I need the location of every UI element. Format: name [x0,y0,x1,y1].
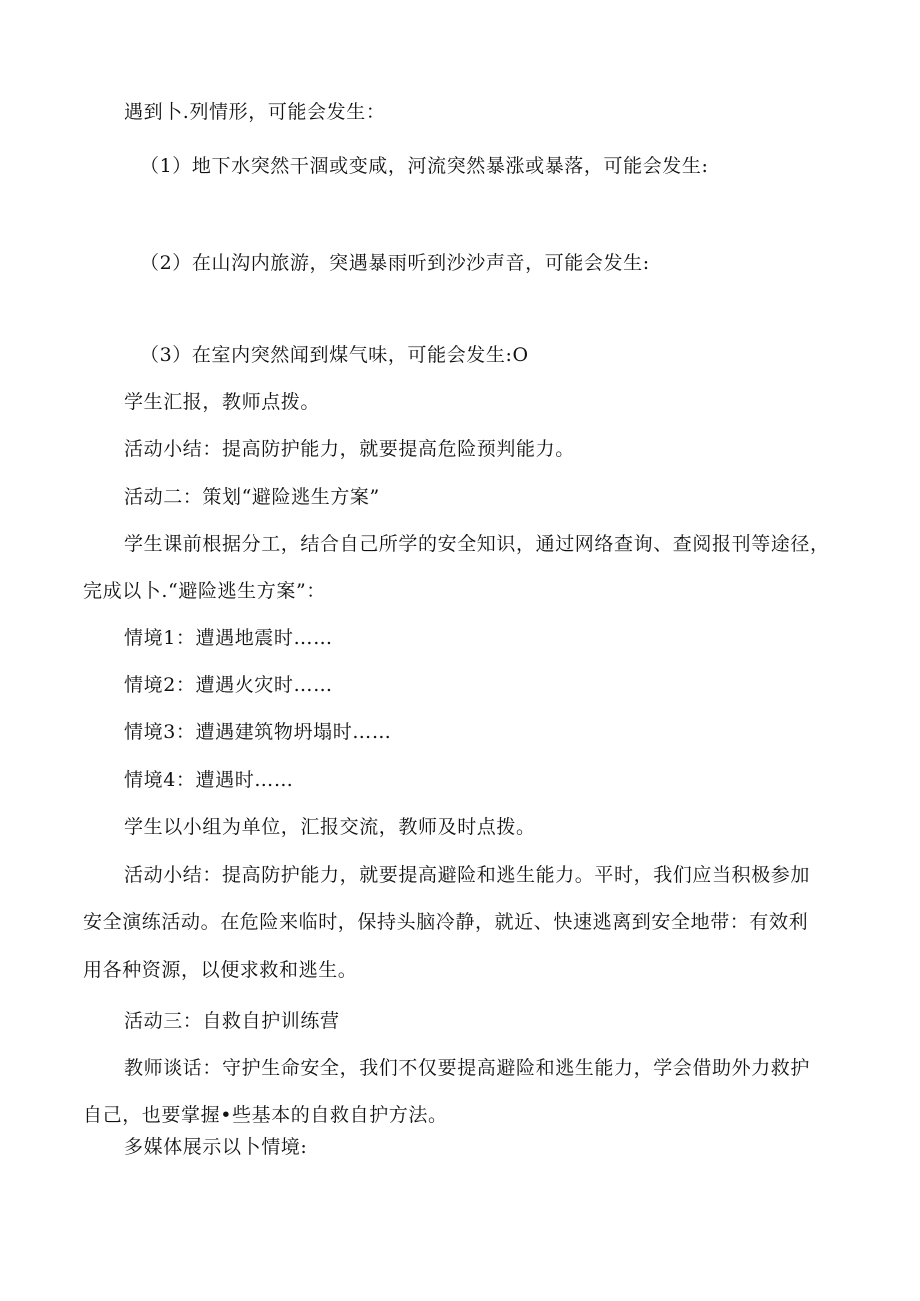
teacher-talk-line-1: 教师谈话：守护生命安全，我们不仅要提高避险和逃生能力，学会借助外力救护 [124,1057,811,1079]
preclass-task-line-1: 学生课前根据分工，结合自己所学的安全知识，通过网络查询、查阅报刊等途径， [124,533,830,555]
activity-summary-2-line-1: 活动小结：提高防护能力，就要提高避险和逃生能力。平时，我们应当积极参加 [124,864,811,886]
intro-line: 遇到卜.列情形，可能会发生： [124,101,386,123]
situation-2-line: （2）在山沟内旅游，突遇暴雨听到沙沙声音，可能会发生: [140,252,650,274]
scenario-1-line: 情境1：遭遇地震时…… [124,627,333,649]
preclass-task-line-2: 完成以卜.“避险逃生方案”： [83,580,326,602]
scenario-4-line: 情境4：遭遇时…… [124,769,294,791]
teacher-talk-line-2: 自己，也要掌握•些基本的自救自护方法。 [83,1104,448,1126]
activity-summary-2-line-2: 安全演练活动。在危险来临时，保持头脑冷静，就近、快速逃离到安全地带：有效利 [83,911,809,933]
scenario-2-line: 情境2：遭遇火灾时…… [124,674,333,696]
student-report-line: 学生汇报，教师点拨。 [124,391,321,413]
activity-summary-1-line: 活动小结：提高防护能力，就要提高危险预判能力。 [124,438,575,460]
activity-summary-2-line-3: 用各种资源，以便求救和逃生。 [83,959,358,981]
activity-3-heading: 活动三：自救自护训练营 [124,1010,340,1032]
multimedia-line: 多媒体展示以卜情境: [124,1136,308,1158]
scenario-3-line: 情境3：遭遇建筑物坍塌时…… [124,721,392,743]
activity-2-heading: 活动二：策划“避险逃生方案” [124,486,380,508]
group-report-line: 学生以小组为单位，汇报交流，教师及时点拨。 [124,816,536,838]
situation-3-line: （3）在室内突然闻到煤气味，可能会发生:O [140,344,529,366]
situation-1-line: （1）地下水突然干涸或变咸，河流突然暴涨或暴落，可能会发生: [140,155,709,177]
